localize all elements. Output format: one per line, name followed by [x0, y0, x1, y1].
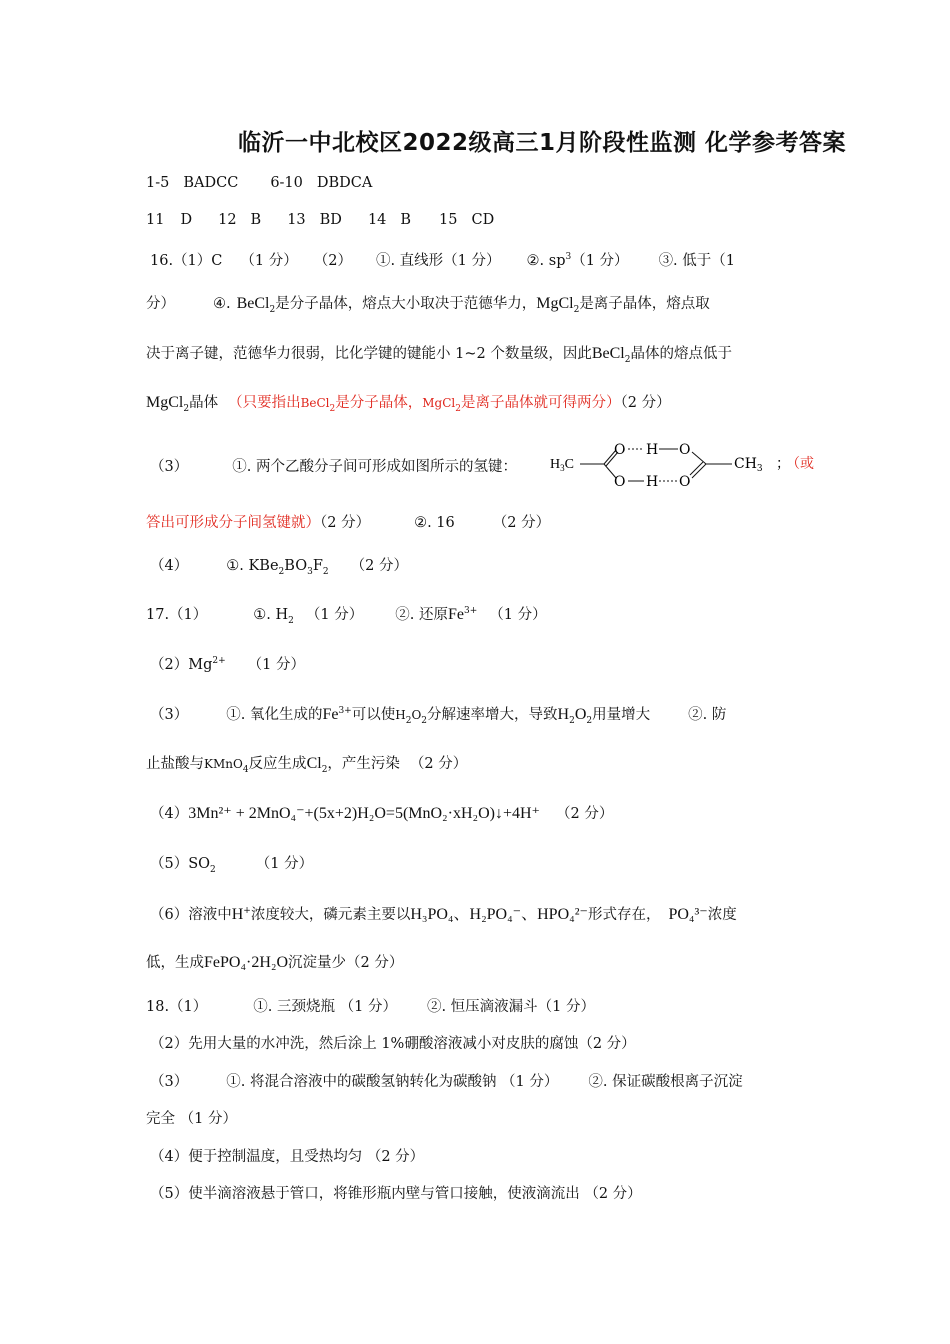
q17-line-4: 止盐酸与KMnO$_4$反应生成$Cl_2$，产生污染 （2 分） — [146, 755, 468, 775]
mc-row-1: 1-5 BADCC 6-10 DBDCA — [146, 175, 373, 191]
q17-line-6: $(5)SO_2$ （1 分） — [150, 856, 314, 875]
q17-line-2: $(2)Mg^{2+}$ （1 分） — [150, 656, 305, 673]
q18-line-2: （2）先用大量的水冲洗，然后涂上 1%硼酸溶液减小对皮肤的腐蚀（2 分） — [150, 1036, 636, 1052]
q17-line-7: （6）溶液中H+浓度较大，磷元素主要以H₃PO₄、H₂PO₄⁻、HPO₄²⁻形式存在， PO₄³⁻浓度 — [150, 906, 737, 923]
svg-text:（或: （或 — [786, 456, 814, 472]
acetic-acid-dimer-diagram — [548, 440, 814, 490]
q16-line-5: （3） ①. 两个乙酸分子间可形成如图所示的氢键： — [150, 459, 517, 475]
oxygen-atom: O — [679, 442, 691, 458]
hydrogen-atom: H — [646, 442, 659, 458]
q17-line-1: 17.（1） ①. $H_2$ （1 分） ②. 还原$Fe^{3+}$ （1 分） — [146, 606, 547, 626]
q17-line-5: （4）3Mn²⁺ + 2MnO₄⁻+(5x+2)H₂O=5(MnO₂·xH₂O)↓+4H⁺ （2 分） — [150, 805, 614, 822]
mc-row-2: 11 D 12 B 13 BD 14 B 15 CD — [146, 212, 495, 228]
q16-line-6: 答出可形成分子间氢键就）（2 分） ②. 16 （2 分） — [146, 515, 551, 531]
h3c-group-label: $H_3C$ — [550, 457, 574, 473]
q18-line-6: （5）使半滴溶液悬于管口，将锥形瓶内壁与管口接触，使液滴流出 （2 分） — [150, 1186, 642, 1202]
q17-line-8: 低，生成FePO₄·2H₂O沉淀量少（2 分） — [146, 954, 404, 971]
q16-line-2: 分） ④. BeCl$_2$是分子晶体，熔点大小取决于范德华力，MgCl$_2$是离子晶体，熔点取 — [146, 295, 710, 315]
q18-line-3: （3） ①. 将混合溶液中的碳酸氢钠转化为碳酸钠 （1 分） ②. 保证碳酸根离子沉淀 — [150, 1074, 743, 1090]
q16-line-4: MgCl$_2$晶体 （只要指出BeCl$_2$是分子晶体，MgCl$_2$是离子晶体就可得两分）（2 分） — [146, 394, 671, 414]
oxygen-atom: O — [614, 474, 626, 490]
hydrogen-atom: H — [646, 474, 659, 490]
q16-line-3: 决于离子键，范德华力很弱，比化学键的键能小 1~2 个数量级，因此BeCl$_2$晶体的熔点低于 — [146, 345, 732, 365]
svg-text:；: ； — [776, 456, 790, 472]
q17-line-3: （3） ①. 氧化生成的$Fe^{3+}$可以使$H_2O_2$分解速率增大，导致$H_2O_2$用量增大 ②. 防 — [150, 706, 727, 726]
q18-line-4: 完全 （1 分） — [146, 1111, 237, 1127]
q18-line-5: （4）便于控制温度，且受热均匀 （2 分） — [150, 1149, 425, 1165]
oxygen-atom: O — [614, 442, 626, 458]
q16-line-1: 16.（1）C （1 分） （2） ①. 直线形（1 分） ②. $sp^3(1$ 分） ③. 低于（1 — [150, 252, 736, 269]
page-title: 临沂一中北校区2022级高三1月阶段性监测 化学参考答案 — [238, 130, 847, 156]
ch3-group-label: $CH_3$ — [734, 456, 763, 474]
q18-line-1: 18.（1） ①. 三颈烧瓶 （1 分） ②. 恒压滴液漏斗（1 分） — [146, 999, 596, 1015]
oxygen-atom: O — [679, 474, 691, 490]
q16-line-7: （4） ①. $KBe_2BO_3F_2$ （2 分） — [150, 558, 408, 577]
